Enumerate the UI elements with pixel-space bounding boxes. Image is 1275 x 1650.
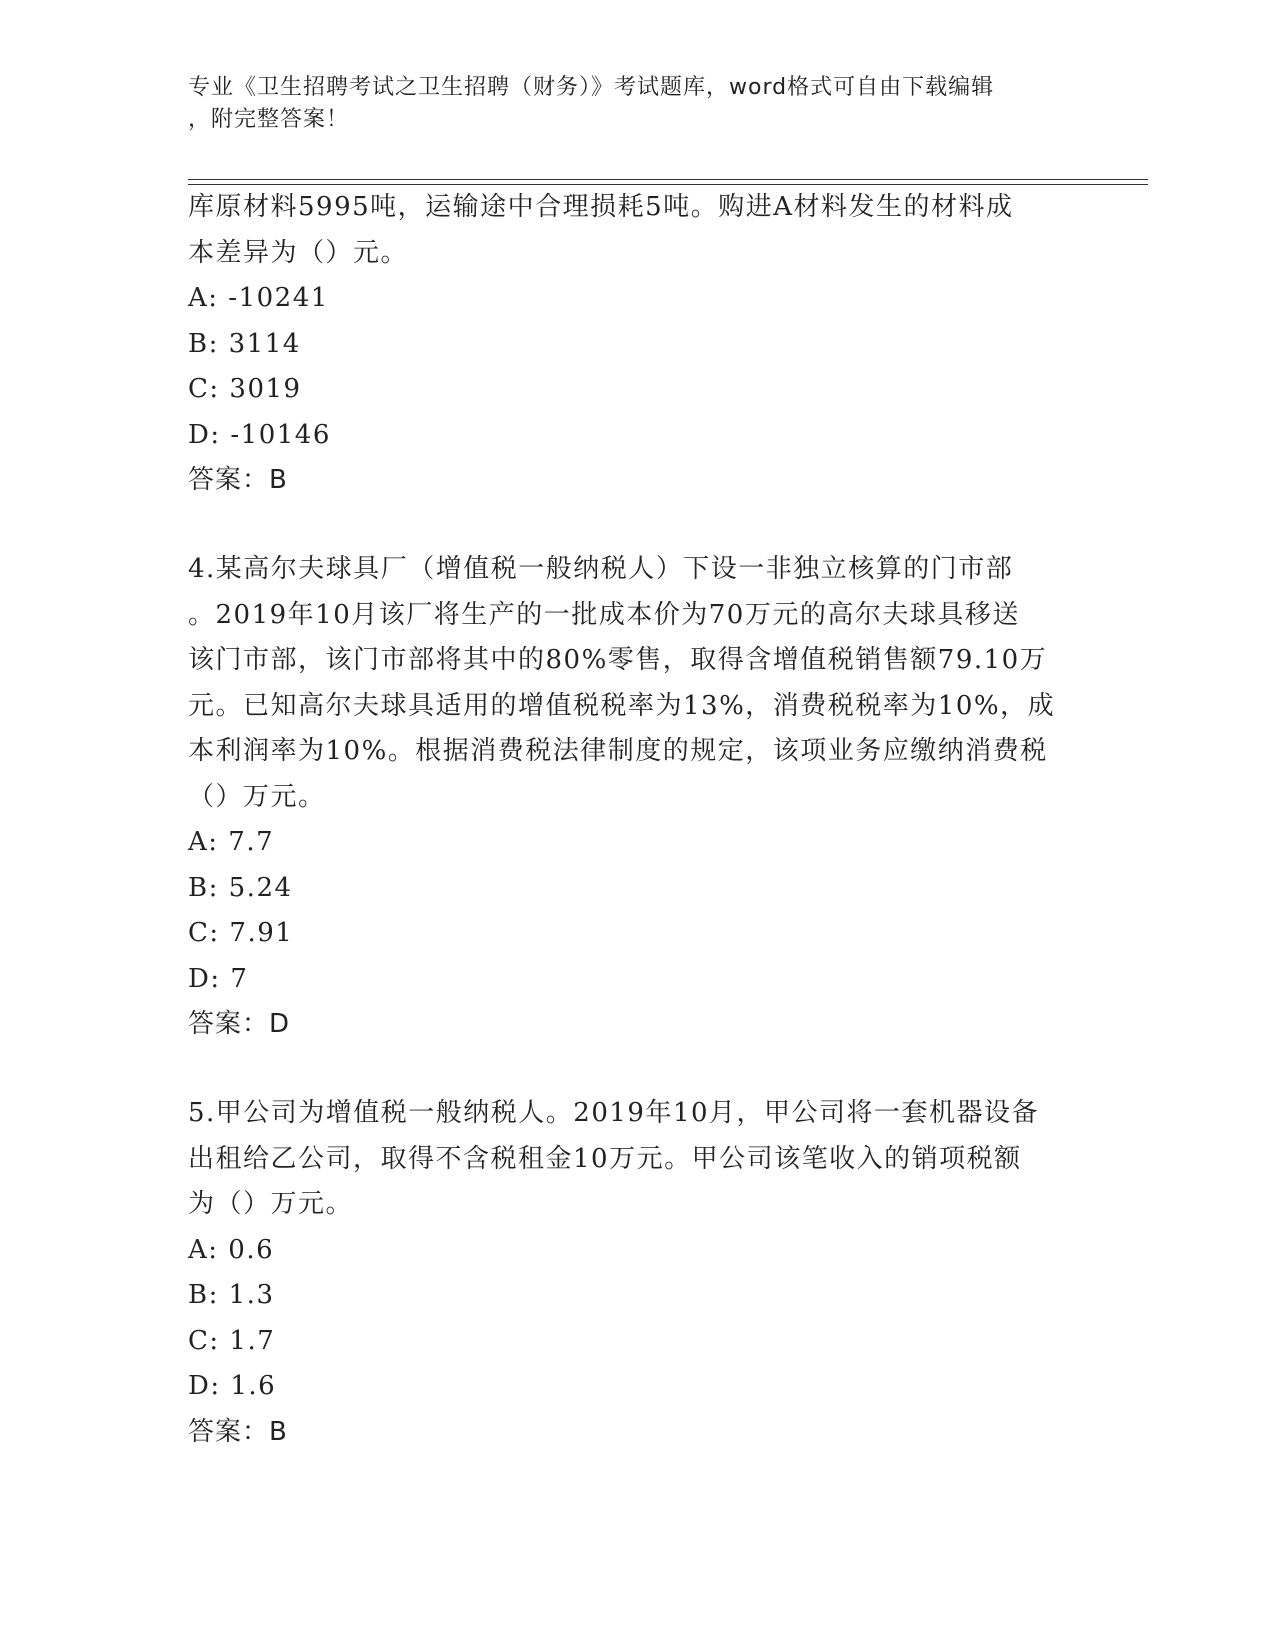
question-text-line: 出租给乙公司，取得不含税租金10万元。甲公司该笔收入的销项税额 xyxy=(188,1143,1022,1174)
question-text-line: 5.甲公司为增值税一般纳税人。2019年10月，甲公司将一套机器设备 xyxy=(188,1098,1040,1128)
question-text-line: 元。已知高尔夫球具适用的增值税税率为13%，消费税税率为10%，成 xyxy=(188,690,1056,721)
question-text-line: 本差异为（）元。 xyxy=(188,237,409,268)
option-c: C: 3019 xyxy=(188,374,302,404)
option-b: B: 1.3 xyxy=(188,1280,275,1310)
option-b: B: 3114 xyxy=(188,328,301,359)
option-b: B: 5.24 xyxy=(188,872,293,903)
question-text-line: 为（）万元。 xyxy=(188,1189,354,1219)
option-c: C: 1.7 xyxy=(188,1325,276,1356)
option-d: D: 7 xyxy=(188,963,249,994)
question-text-line: 该门市部，该门市部将其中的80%零售，取得含增值税销售额79.10万 xyxy=(188,645,1048,675)
header-line-1: 专业《卫生招聘考试之卫生招聘（财务）》考试题库，word格式可自由下载编辑 xyxy=(188,75,995,100)
question-3 xyxy=(188,185,1088,502)
question-4 xyxy=(188,547,1088,1046)
answer-line: 答案：B xyxy=(188,465,288,495)
option-a: A: 7.7 xyxy=(188,827,275,857)
question-5 xyxy=(188,1091,1088,1454)
header-divider-top xyxy=(188,179,1148,180)
answer-line: 答案：D xyxy=(188,1009,291,1039)
question-text-line: 。2019年10月该厂将生产的一批成本价为70万元的高尔夫球具移送 xyxy=(188,599,1020,630)
option-a: A: -10241 xyxy=(188,283,329,313)
document-header xyxy=(188,72,1068,136)
spacer xyxy=(188,1046,1088,1091)
question-text-line: 本利润率为10%。根据消费税法律制度的规定，该项业务应缴纳消费税 xyxy=(188,736,1048,766)
question-text-line: 库原材料5995吨，运输途中合理损耗5吨。购进A材料发生的材料成 xyxy=(188,192,1014,222)
option-a: A: 0.6 xyxy=(188,1234,275,1265)
spacer xyxy=(188,502,1088,547)
question-text-line: 4.某高尔夫球具厂（增值税一般纳税人）下设一非独立核算的门市部 xyxy=(188,554,1014,584)
option-c: C: 7.91 xyxy=(188,918,294,948)
answer-line: 答案：B xyxy=(188,1416,288,1447)
question-text-line: （）万元。 xyxy=(188,781,326,812)
option-d: D: 1.6 xyxy=(188,1371,277,1401)
option-d: D: -10146 xyxy=(188,419,331,450)
header-line-2: ，附完整答案！ xyxy=(188,107,350,132)
document-body xyxy=(188,185,1088,1454)
